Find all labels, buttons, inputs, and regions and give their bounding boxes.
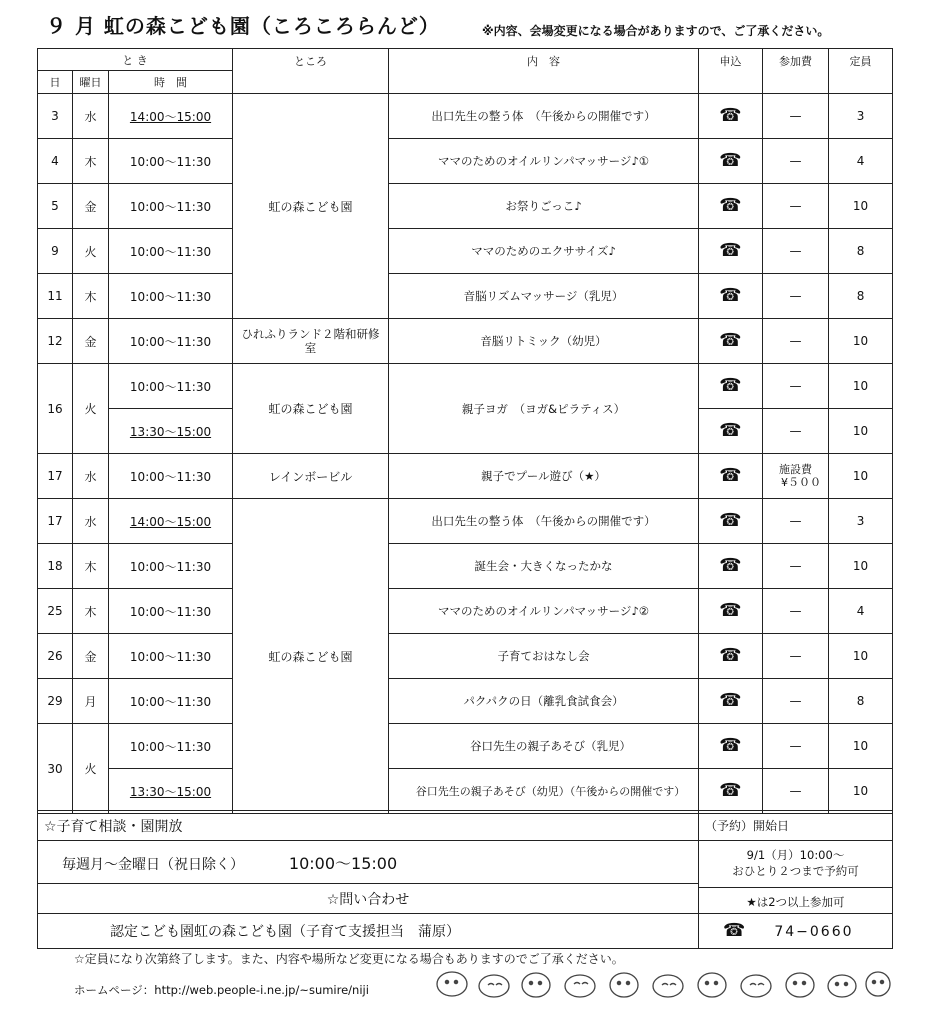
phone-icon: ☎ xyxy=(699,544,763,589)
time-cell: 10:00〜11:30 xyxy=(109,679,233,724)
table-row xyxy=(38,364,893,409)
content-cell: 親子でプール遊び（★） xyxy=(389,454,699,499)
day-cell: 30 xyxy=(38,724,73,814)
phone-icon: ☎ xyxy=(699,409,763,454)
weekday-cell: 火 xyxy=(73,229,109,274)
capacity-cell: 4 xyxy=(829,589,893,634)
col-capacity: 定員 xyxy=(829,49,893,94)
time-cell: 10:00〜11:30 xyxy=(109,184,233,229)
content-cell: 音脳リトミック（幼児） xyxy=(389,319,699,364)
day-cell: 11 xyxy=(38,274,73,319)
table-row xyxy=(38,724,893,769)
phone-icon: ☎ xyxy=(699,139,763,184)
table-row xyxy=(38,229,893,274)
mascot-characters-decoration xyxy=(432,968,892,1002)
weekday-cell: 木 xyxy=(73,589,109,634)
change-notice: ※内容、会場変更になる場合がありますので、ご了承ください。 xyxy=(482,24,830,38)
phone-icon: ☎ xyxy=(699,634,763,679)
reserve-info xyxy=(699,841,893,914)
day-cell: 17 xyxy=(38,454,73,499)
phone-icon: ☎ xyxy=(699,274,763,319)
fee-cell: — xyxy=(763,589,829,634)
day-cell: 18 xyxy=(38,544,73,589)
weekday-cell: 木 xyxy=(73,544,109,589)
place-cell: レインボービル xyxy=(233,454,389,499)
col-content: 内 容 xyxy=(389,49,699,94)
table-row xyxy=(38,139,893,184)
fee-cell: — xyxy=(763,139,829,184)
info-row xyxy=(38,914,893,949)
info-row xyxy=(38,841,893,884)
open-days: 毎週月〜金曜日（祝日除く） xyxy=(62,856,244,873)
star-note: ★は2つ以上参加可 xyxy=(746,895,845,909)
phone-icon: ☎ xyxy=(699,589,763,634)
capacity-cell: 10 xyxy=(829,724,893,769)
content-cell: ママのためのオイルリンパマッサージ♪② xyxy=(389,589,699,634)
weekday-cell: 水 xyxy=(73,454,109,499)
reserve-note: おひとり２つまで予約可 xyxy=(732,864,859,878)
phone-icon: ☎ xyxy=(699,679,763,724)
header xyxy=(46,10,926,40)
content-cell: 親子ヨガ （ヨガ&ピラティス） xyxy=(389,364,699,454)
fee-cell: — xyxy=(763,679,829,724)
content-cell: パクパクの日（離乳食試食会） xyxy=(389,679,699,724)
footer-note: ☆定員になり次第終了します。また、内容や場所など変更になる場合もありますのでご了承ください。 xyxy=(74,952,624,966)
time-cell: 13:30〜15:00 xyxy=(109,769,233,814)
homepage-url[interactable]: http://web.people-i.ne.jp/~sumire/niji xyxy=(154,983,369,997)
time-cell: 10:00〜11:30 xyxy=(109,139,233,184)
info-table xyxy=(37,810,893,949)
header-row xyxy=(38,49,893,71)
day-cell: 16 xyxy=(38,364,73,454)
time-cell: 10:00〜11:30 xyxy=(109,274,233,319)
table-row xyxy=(38,679,893,724)
fee-cell: — xyxy=(763,94,829,139)
capacity-cell: 8 xyxy=(829,274,893,319)
day-cell: 4 xyxy=(38,139,73,184)
place-cell: 虹の森こども園 xyxy=(233,94,389,319)
place-cell: 虹の森こども園 xyxy=(233,499,389,814)
fee-cell: — xyxy=(763,634,829,679)
capacity-cell: 4 xyxy=(829,139,893,184)
weekday-cell: 水 xyxy=(73,94,109,139)
table-row xyxy=(38,544,893,589)
contact-tel xyxy=(699,914,893,949)
day-cell: 3 xyxy=(38,94,73,139)
content-cell: ママのためのオイルリンパマッサージ♪① xyxy=(389,139,699,184)
phone-icon: ☎ xyxy=(699,94,763,139)
phone-icon: ☎ xyxy=(699,769,763,814)
col-weekday: 曜日 xyxy=(73,71,109,94)
weekday-cell: 水 xyxy=(73,499,109,544)
time-cell: 14:00〜15:00 xyxy=(109,94,233,139)
table-row xyxy=(38,94,893,139)
fee-cell: — xyxy=(763,499,829,544)
phone-icon: ☎ xyxy=(699,724,763,769)
table-row xyxy=(38,634,893,679)
capacity-cell: 10 xyxy=(829,634,893,679)
weekday-cell: 木 xyxy=(73,139,109,184)
fee-cell: — xyxy=(763,409,829,454)
content-cell: 谷口先生の親子あそび（幼児）（午後からの開催です） xyxy=(389,769,699,814)
content-cell: 誕生会・大きくなったかな xyxy=(389,544,699,589)
capacity-cell: 3 xyxy=(829,499,893,544)
day-cell: 26 xyxy=(38,634,73,679)
homepage-label: ホームページ： xyxy=(74,983,155,997)
place-cell: ひれふりランド２階和研修室 xyxy=(233,319,389,364)
weekday-cell: 金 xyxy=(73,319,109,364)
info-row xyxy=(38,811,893,841)
weekday-cell: 木 xyxy=(73,274,109,319)
content-cell: お祭りごっこ♪ xyxy=(389,184,699,229)
time-cell: 14:00〜15:00 xyxy=(109,499,233,544)
table-row xyxy=(38,499,893,544)
fee-cell: — xyxy=(763,769,829,814)
phone-icon: ☎ xyxy=(699,319,763,364)
weekday-cell: 月 xyxy=(73,679,109,724)
col-place: ところ xyxy=(233,49,389,94)
fee-cell: 施設費 ¥５００ xyxy=(763,454,829,499)
table-row xyxy=(38,319,893,364)
content-cell: 出口先生の整う体 （午後からの開催です） xyxy=(389,499,699,544)
content-cell: 谷口先生の親子あそび（乳児） xyxy=(389,724,699,769)
table-row xyxy=(38,454,893,499)
time-cell: 10:00〜11:30 xyxy=(109,724,233,769)
tel-number: 74−0660 xyxy=(774,924,854,940)
table-row xyxy=(38,589,893,634)
capacity-cell: 10 xyxy=(829,769,893,814)
capacity-cell: 8 xyxy=(829,679,893,724)
content-cell: 音脳リズムマッサージ（乳児） xyxy=(389,274,699,319)
day-cell: 12 xyxy=(38,319,73,364)
fee-cell: — xyxy=(763,544,829,589)
time-cell: 10:00〜11:30 xyxy=(109,589,233,634)
phone-icon: ☎ xyxy=(699,364,763,409)
time-cell: 13:30〜15:00 xyxy=(109,409,233,454)
capacity-cell: 8 xyxy=(829,229,893,274)
fee-cell: — xyxy=(763,319,829,364)
weekday-cell: 金 xyxy=(73,634,109,679)
col-apply: 申込 xyxy=(699,49,763,94)
fee-cell: — xyxy=(763,274,829,319)
day-cell: 9 xyxy=(38,229,73,274)
phone-icon: ☎ xyxy=(723,920,746,941)
weekday-cell: 火 xyxy=(73,724,109,814)
open-hours xyxy=(38,841,699,884)
capacity-cell: 10 xyxy=(829,364,893,409)
fee-cell: — xyxy=(763,229,829,274)
open-time: 10:00〜15:00 xyxy=(288,853,398,873)
col-toki: と き xyxy=(38,49,233,71)
fee-cell: — xyxy=(763,364,829,409)
schedule-table xyxy=(37,48,893,814)
content-cell: ママのためのエクササイズ♪ xyxy=(389,229,699,274)
capacity-cell: 10 xyxy=(829,319,893,364)
content-cell: 子育ておはなし会 xyxy=(389,634,699,679)
page-title: ９ 月 虹の森こども園（ころころらんど） xyxy=(46,14,440,38)
time-cell: 10:00〜11:30 xyxy=(109,364,233,409)
reserve-date: 9/1（月）10:00〜 xyxy=(746,848,845,862)
time-cell: 10:00〜11:30 xyxy=(109,454,233,499)
time-cell: 10:00〜11:30 xyxy=(109,229,233,274)
consult-title: ☆子育て相談・園開放 xyxy=(38,811,699,841)
place-cell: 虹の森こども園 xyxy=(233,364,389,454)
col-day: 日 xyxy=(38,71,73,94)
phone-icon: ☎ xyxy=(699,229,763,274)
phone-icon: ☎ xyxy=(699,454,763,499)
capacity-cell: 10 xyxy=(829,544,893,589)
weekday-cell: 金 xyxy=(73,184,109,229)
contact-name: 認定こども園虹の森こども園（子育て支援担当 蒲原） xyxy=(38,914,699,949)
time-cell: 10:00〜11:30 xyxy=(109,319,233,364)
table-row xyxy=(38,184,893,229)
weekday-cell: 火 xyxy=(73,364,109,454)
day-cell: 5 xyxy=(38,184,73,229)
col-time: 時 間 xyxy=(109,71,233,94)
capacity-cell: 10 xyxy=(829,184,893,229)
time-cell: 10:00〜11:30 xyxy=(109,544,233,589)
time-cell: 10:00〜11:30 xyxy=(109,634,233,679)
capacity-cell: 3 xyxy=(829,94,893,139)
capacity-cell: 10 xyxy=(829,454,893,499)
day-cell: 25 xyxy=(38,589,73,634)
homepage xyxy=(74,982,369,998)
reserve-label: （予約）開始日 xyxy=(699,811,893,841)
fee-cell: — xyxy=(763,724,829,769)
phone-icon: ☎ xyxy=(699,184,763,229)
day-cell: 17 xyxy=(38,499,73,544)
table-row xyxy=(38,274,893,319)
content-cell: 出口先生の整う体 （午後からの開催です） xyxy=(389,94,699,139)
inquiry-title: ☆問い合わせ xyxy=(38,884,699,914)
phone-icon: ☎ xyxy=(699,499,763,544)
capacity-cell: 10 xyxy=(829,409,893,454)
fee-cell: — xyxy=(763,184,829,229)
day-cell: 29 xyxy=(38,679,73,724)
table-row xyxy=(38,769,893,814)
col-fee: 参加費 xyxy=(763,49,829,94)
